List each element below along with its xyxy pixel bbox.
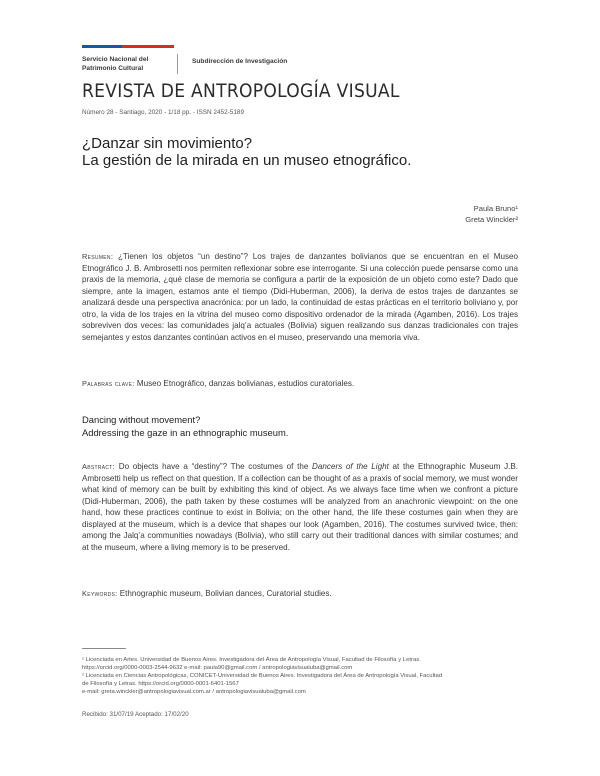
palabras-clave-text: Museo Etnográfico, danzas bolivianas, estudios curatoriales.	[134, 379, 355, 388]
logo-red-stripe	[122, 45, 174, 48]
english-title-line-2: Addressing the gaze in an ethnographic museum.	[82, 427, 289, 438]
header-divider	[177, 54, 178, 74]
article-title-line-1: ¿Danzar sin movimiento?	[82, 135, 253, 152]
footnote-1	[82, 656, 518, 672]
keywords-paragraph	[82, 588, 518, 600]
abstract-italic-title: Dancers of the Light	[312, 462, 389, 471]
issue-line: Número 28 - Santiago, 2020 - 1/18 pp. - ISSN 2452-5189	[82, 109, 244, 116]
english-title-line-1: Dancing without movement?	[82, 414, 201, 425]
footnote-2-line-1: ² Licenciada en Ciencias Antropológicas, CONICET-Universidad de Buenos Aires. Investigadora del Área de Antropología Visual, Facultad	[82, 673, 443, 679]
footnote-rule	[82, 648, 126, 649]
footnote-2-line-3: e-mail: greta.winckler@antropologiavisual.com.ar / antropologiavisualuba@gmail.com	[82, 689, 306, 695]
footnote-2	[82, 672, 518, 696]
footnote-2-line-2: de Filosofía y Letras. https://orcid.org/0000-0001-6401-1567	[82, 681, 239, 687]
resumen-paragraph	[82, 251, 518, 343]
abstract-label: Abstract:	[82, 462, 116, 471]
institution-line-1: Servicio Nacional del	[82, 56, 149, 63]
institution-logo-bar	[82, 45, 174, 48]
keywords-label: Keywords:	[82, 589, 118, 598]
resumen-label: Resumen:	[82, 252, 114, 261]
resumen-text: ¿Tienen los objetos “un destino”? Los trajes de danzantes bolivianos que se encuentran en el Museo Etnográfico J. B. Ambrosetti nos permiten reflexionar sobre ese interrogante. Si una colección puede pensarse como una praxis de la memoria, ¿qué clase de memoria se configura a partir de la exposición de un objeto como este? Dado que siempre, ante la imagen, estamos ante el tiempo (Didi-Huberman, 2006), la deriva de estos trajes de danzantes se analizará desde una perspectiva anacrónica: por un lado, la continuidad de estas prácticas en el territorio boliviano y, por otro, la vida de los trajes en la vitrina del museo como dispositivo ordenador de la mirada (Agamben, 2016). Los trajes sobreviven dos veces: las comunidades jalq’a actuales (Bolivia) siguen realizando sus danzas tradicionales con trajes semejantes y estos danzantes continúan activos en el museo, preservando una memoria viva.	[82, 252, 518, 342]
institution-name	[82, 55, 192, 73]
author-2: Greta Winckler²	[465, 215, 518, 224]
institution-line-2: Patrimonio Cultural	[82, 65, 144, 72]
logo-blue-stripe	[82, 45, 122, 48]
journal-title: REVISTA DE ANTROPOLOGÍA VISUAL	[82, 80, 400, 102]
palabras-clave-paragraph	[82, 378, 518, 390]
abstract-text-1: Do objects have a “destiny”? The costumes of the	[115, 462, 313, 471]
footnote-1-line-1: ¹ Licenciada en Artes. Universidad de Buenos Aires. Investigadora del Área de Antropología Visual, Facultad de Filosofía y Letras.	[82, 657, 421, 663]
subdirection-label: Subdirección de Investigación	[192, 58, 288, 65]
received-accepted-dates: Recibido: 31/07/19 Aceptado: 17/02/20	[82, 711, 189, 718]
abstract-paragraph	[82, 461, 518, 553]
keywords-text: Ethnographic museum, Bolivian dances, Curatorial studies.	[117, 589, 332, 598]
palabras-clave-label: Palabras clave:	[82, 379, 135, 388]
footnote-1-line-2: https://orcid.org/0000-0003-2544-9632 e-mail: paula90@gmail.com / antropologiavisualuba@gmail.com	[82, 665, 353, 671]
author-1: Paula Bruno¹	[473, 204, 518, 213]
abstract-text-2: at the Ethnographic Museum J.B. Ambrosetti help us reflect on that question. If a collection can be thought of as a praxis of social memory, we must wonder what kind of memory can be built by exhibiting this kind of object. As we always face time when we confront a picture (Didi-Huberman, 2006), the path taken by these costumes will be analyzed from an anachronic viewpoint: on the one hand, how these practices continue to exist in Bolivia; on the other hand, the life these costumes gain when they are displayed at the museum, which is a device that shapes our look (Agamben, 2016). The costumes survived twice, then: among the Jalq’a communities nowadays (Bolivia), who still carry out their traditional dances with similar costumes; and at the museum, where a living memory is to be preserved.	[82, 462, 519, 552]
article-title-line-2: La gestión de la mirada en un museo etnográfico.	[82, 152, 412, 169]
